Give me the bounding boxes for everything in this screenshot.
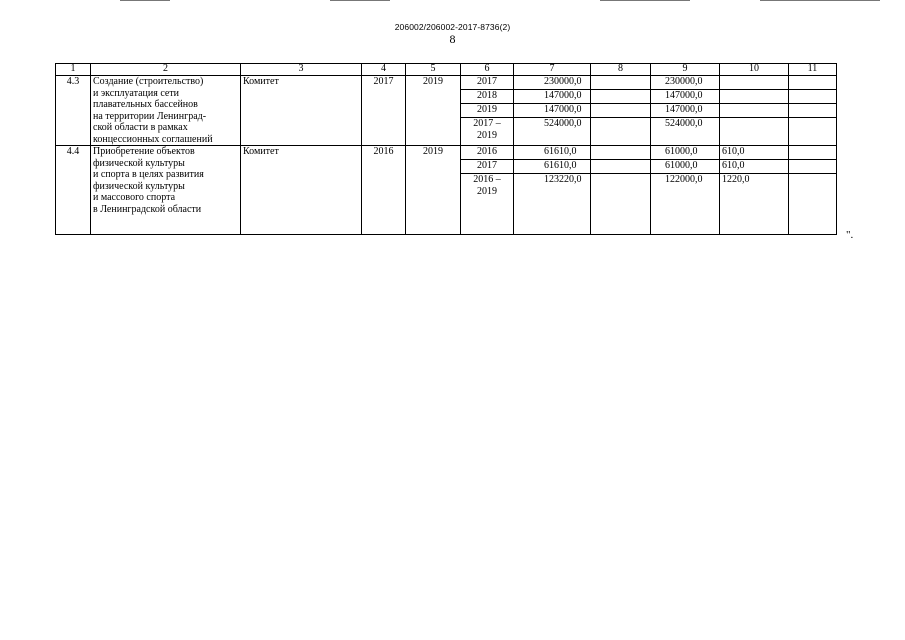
funding-year: 2018	[461, 90, 514, 104]
funding-other	[789, 76, 837, 90]
funding-year: 2017 – 2019	[461, 118, 514, 146]
col-header: 6	[461, 64, 514, 76]
funding-local	[720, 90, 789, 104]
funding-year: 2016 – 2019	[461, 174, 514, 235]
funding-other	[789, 118, 837, 146]
funding-total: 123220,0	[514, 174, 591, 235]
item-start-year: 2017	[362, 76, 406, 146]
col-header: 7	[514, 64, 591, 76]
funding-local: 610,0	[720, 146, 789, 160]
funding-year: 2019	[461, 104, 514, 118]
funding-local	[720, 104, 789, 118]
funding-other	[789, 90, 837, 104]
funding-federal	[591, 160, 651, 174]
col-header: 9	[651, 64, 720, 76]
funding-local: 1220,0	[720, 174, 789, 235]
col-header: 4	[362, 64, 406, 76]
page-number: 8	[449, 32, 456, 46]
table-row	[56, 146, 837, 160]
funding-local	[720, 118, 789, 146]
item-name: Приобретение объектов физической культуры и спорта в целях развития физической культуры и массового спорта в Ленинградской области	[91, 146, 241, 235]
item-start-year: 2016	[362, 146, 406, 235]
funding-federal	[591, 104, 651, 118]
item-end-year: 2019	[406, 146, 461, 235]
funding-other	[789, 104, 837, 118]
funding-year: 2017	[461, 160, 514, 174]
col-header: 3	[241, 64, 362, 76]
funding-year: 2016	[461, 146, 514, 160]
col-header: 10	[720, 64, 789, 76]
funding-total: 524000,0	[514, 118, 591, 146]
funding-regional: 122000,0	[651, 174, 720, 235]
item-executor: Комитет	[241, 76, 362, 146]
funding-federal	[591, 90, 651, 104]
column-number-header	[56, 64, 837, 76]
funding-regional: 147000,0	[651, 90, 720, 104]
item-executor: Комитет	[241, 146, 362, 235]
col-header: 11	[789, 64, 837, 76]
funding-regional: 61000,0	[651, 160, 720, 174]
item-number: 4.4	[56, 146, 91, 235]
funding-regional: 61000,0	[651, 146, 720, 160]
funding-other	[789, 174, 837, 235]
item-name: Создание (строительство) и эксплуатация сети плавательных бассейнов на территории Ленинград- ской области в рамках концессионных соглашений	[91, 76, 241, 146]
funding-regional: 524000,0	[651, 118, 720, 146]
col-header: 5	[406, 64, 461, 76]
funding-total: 147000,0	[514, 90, 591, 104]
funding-regional: 230000,0	[651, 76, 720, 90]
item-number: 4.3	[56, 76, 91, 146]
funding-total: 61610,0	[514, 146, 591, 160]
funding-local	[720, 76, 789, 90]
funding-federal	[591, 146, 651, 160]
scan-artifact	[330, 0, 390, 1]
funding-regional: 147000,0	[651, 104, 720, 118]
funding-federal	[591, 118, 651, 146]
funding-federal	[591, 76, 651, 90]
document-id: 206002/206002-2017-8736(2)	[394, 22, 511, 32]
funding-year: 2017	[461, 76, 514, 90]
funding-federal	[591, 174, 651, 235]
funding-other	[789, 146, 837, 160]
item-end-year: 2019	[406, 76, 461, 146]
scan-artifact	[120, 0, 170, 1]
table-row	[56, 76, 837, 90]
scan-artifact	[600, 0, 690, 1]
col-header: 2	[91, 64, 241, 76]
col-header: 1	[56, 64, 91, 76]
funding-local: 610,0	[720, 160, 789, 174]
program-table	[55, 63, 837, 235]
funding-total: 230000,0	[514, 76, 591, 90]
col-header: 8	[591, 64, 651, 76]
funding-other	[789, 160, 837, 174]
funding-total: 61610,0	[514, 160, 591, 174]
scan-artifact	[760, 0, 880, 1]
closing-quote-mark: ".	[846, 229, 854, 241]
funding-total: 147000,0	[514, 104, 591, 118]
